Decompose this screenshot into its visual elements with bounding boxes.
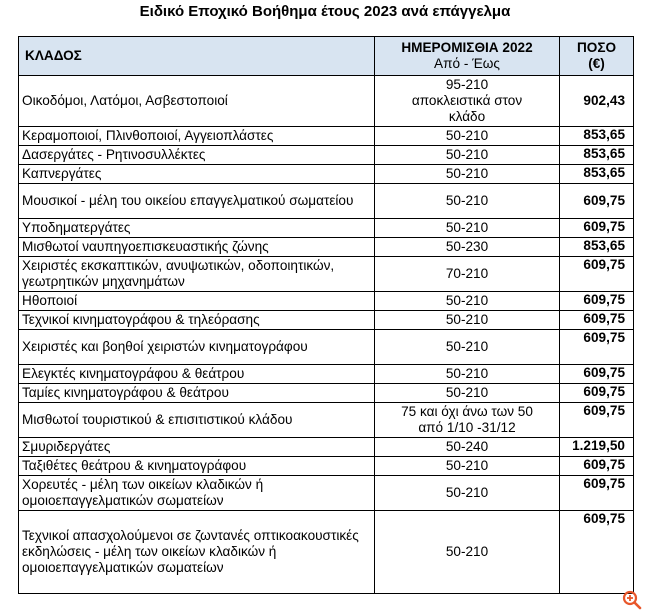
cell-amount: 609,75 <box>560 457 634 476</box>
table-body <box>19 76 634 594</box>
cell-sector: Κεραμοποιοί, Πλινθοποιοί, Αγγειοπλάστες <box>19 127 375 146</box>
cell-amount: 853,65 <box>560 238 634 257</box>
zoom-in-icon[interactable] <box>622 590 642 610</box>
cell-days: 50-210 <box>375 127 560 146</box>
table-row <box>19 457 634 476</box>
cell-sector: Ελεγκτές κινηματογράφου & θεάτρου <box>19 365 375 384</box>
cell-amount: 609,75 <box>560 292 634 311</box>
cell-amount: 1.219,50 <box>560 438 634 457</box>
header-row <box>19 37 634 76</box>
cell-amount: 609,75 <box>560 311 634 330</box>
cell-days: 50-210 <box>375 384 560 403</box>
cell-amount: 609,75 <box>560 365 634 384</box>
cell-days: 70-210 <box>375 257 560 292</box>
cell-sector: Χειριστές εκσκαπτικών, ανυψωτικών, οδοποιητικών, γεωτρητικών μηχανημάτων <box>19 257 375 292</box>
cell-amount: 609,75 <box>560 257 634 292</box>
table-row <box>19 76 634 127</box>
cell-sector: Οικοδόμοι, Λατόμοι, Ασβεστοποιοί <box>19 76 375 127</box>
header-amount-unit: (€) <box>588 56 605 71</box>
header-days-sub: Από - Έως <box>434 56 500 71</box>
cell-days: 50-210 <box>375 165 560 184</box>
cell-sector: Δασεργάτες - Ρητινοσυλλέκτες <box>19 146 375 165</box>
table-row <box>19 219 634 238</box>
cell-amount: 609,75 <box>560 330 634 365</box>
cell-amount: 902,43 <box>560 76 634 127</box>
cell-sector: Ταμίες κινηματογράφου & θεάτρου <box>19 384 375 403</box>
table-row <box>19 311 634 330</box>
cell-sector: Μισθωτοί ναυπηγοεπισκευαστικής ζώνης <box>19 238 375 257</box>
table-row <box>19 146 634 165</box>
cell-sector: Χειριστές και βοηθοί χειριστών κινηματογράφου <box>19 330 375 365</box>
cell-sector: Χορευτές - μέλη των οικείων κλαδικών ή ομοιοεπαγγελματικών σωματείων <box>19 476 375 511</box>
cell-days: 50-210 <box>375 511 560 594</box>
cell-days: 50-210 <box>375 146 560 165</box>
cell-days: 50-230 <box>375 238 560 257</box>
table-row <box>19 184 634 219</box>
cell-days: 50-210 <box>375 457 560 476</box>
header-days-label: ΗΜΕΡΟΜΙΣΘΙΑ 2022 <box>401 40 533 55</box>
cell-sector: Υποδηματεργάτες <box>19 219 375 238</box>
table-row <box>19 365 634 384</box>
cell-days: 50-210 <box>375 184 560 219</box>
cell-sector: Μουσικοί - μέλη του οικείου επαγγελματικού σωματείου <box>19 184 375 219</box>
cell-days: 50-210 <box>375 365 560 384</box>
table-row <box>19 476 634 511</box>
cell-sector: Τεχνικοί κινηματογράφου & τηλεόρασης <box>19 311 375 330</box>
cell-amount: 609,75 <box>560 184 634 219</box>
cell-amount: 853,65 <box>560 127 634 146</box>
table-row <box>19 403 634 438</box>
cell-days: 50-210 <box>375 476 560 511</box>
table-row <box>19 127 634 146</box>
cell-sector: Ταξιθέτες θεάτρου & κινηματογράφου <box>19 457 375 476</box>
page-title: Ειδικό Εποχικό Βοήθημα έτους 2023 ανά επάγγελμα <box>139 3 511 20</box>
table-row <box>19 511 634 594</box>
cell-days: 95-210 αποκλειστικά στον κλάδο <box>375 76 560 127</box>
table-row <box>19 330 634 365</box>
cell-amount: 609,75 <box>560 476 634 511</box>
header-amount <box>560 37 634 76</box>
cell-days: 50-210 <box>375 311 560 330</box>
header-sector: ΚΛΑΔΟΣ <box>19 37 375 76</box>
cell-sector: Καπνεργάτες <box>19 165 375 184</box>
cell-days: 50-210 <box>375 219 560 238</box>
cell-days: 75 και όχι άνω των 50 από 1/10 -31/12 <box>375 403 560 438</box>
table-row <box>19 292 634 311</box>
cell-days: 50-240 <box>375 438 560 457</box>
cell-amount: 609,75 <box>560 384 634 403</box>
cell-sector: Σμυριδεργάτες <box>19 438 375 457</box>
cell-sector: Τεχνικοί απασχολούμενοι σε ζωντανές οπτικοακουστικές εκδηλώσεις - μέλη των οικείων κλαδικών ή ομοιοεπαγγελματικών σωματείων <box>19 511 375 594</box>
cell-sector: Ηθοποιοί <box>19 292 375 311</box>
benefit-table <box>18 36 634 594</box>
table-row <box>19 384 634 403</box>
table-row <box>19 438 634 457</box>
cell-sector: Μισθωτοί τουριστικού & επισιτιστικού κλάδου <box>19 403 375 438</box>
cell-days: 50-210 <box>375 292 560 311</box>
cell-days: 50-210 <box>375 330 560 365</box>
cell-amount: 609,75 <box>560 219 634 238</box>
table-row <box>19 257 634 292</box>
cell-amount: 609,75 <box>560 511 634 594</box>
header-days <box>375 37 560 76</box>
table-row <box>19 165 634 184</box>
header-amount-label: ΠΟΣΟ <box>576 40 617 55</box>
table-row <box>19 238 634 257</box>
cell-amount: 853,65 <box>560 146 634 165</box>
cell-amount: 853,65 <box>560 165 634 184</box>
cell-amount: 609,75 <box>560 403 634 438</box>
